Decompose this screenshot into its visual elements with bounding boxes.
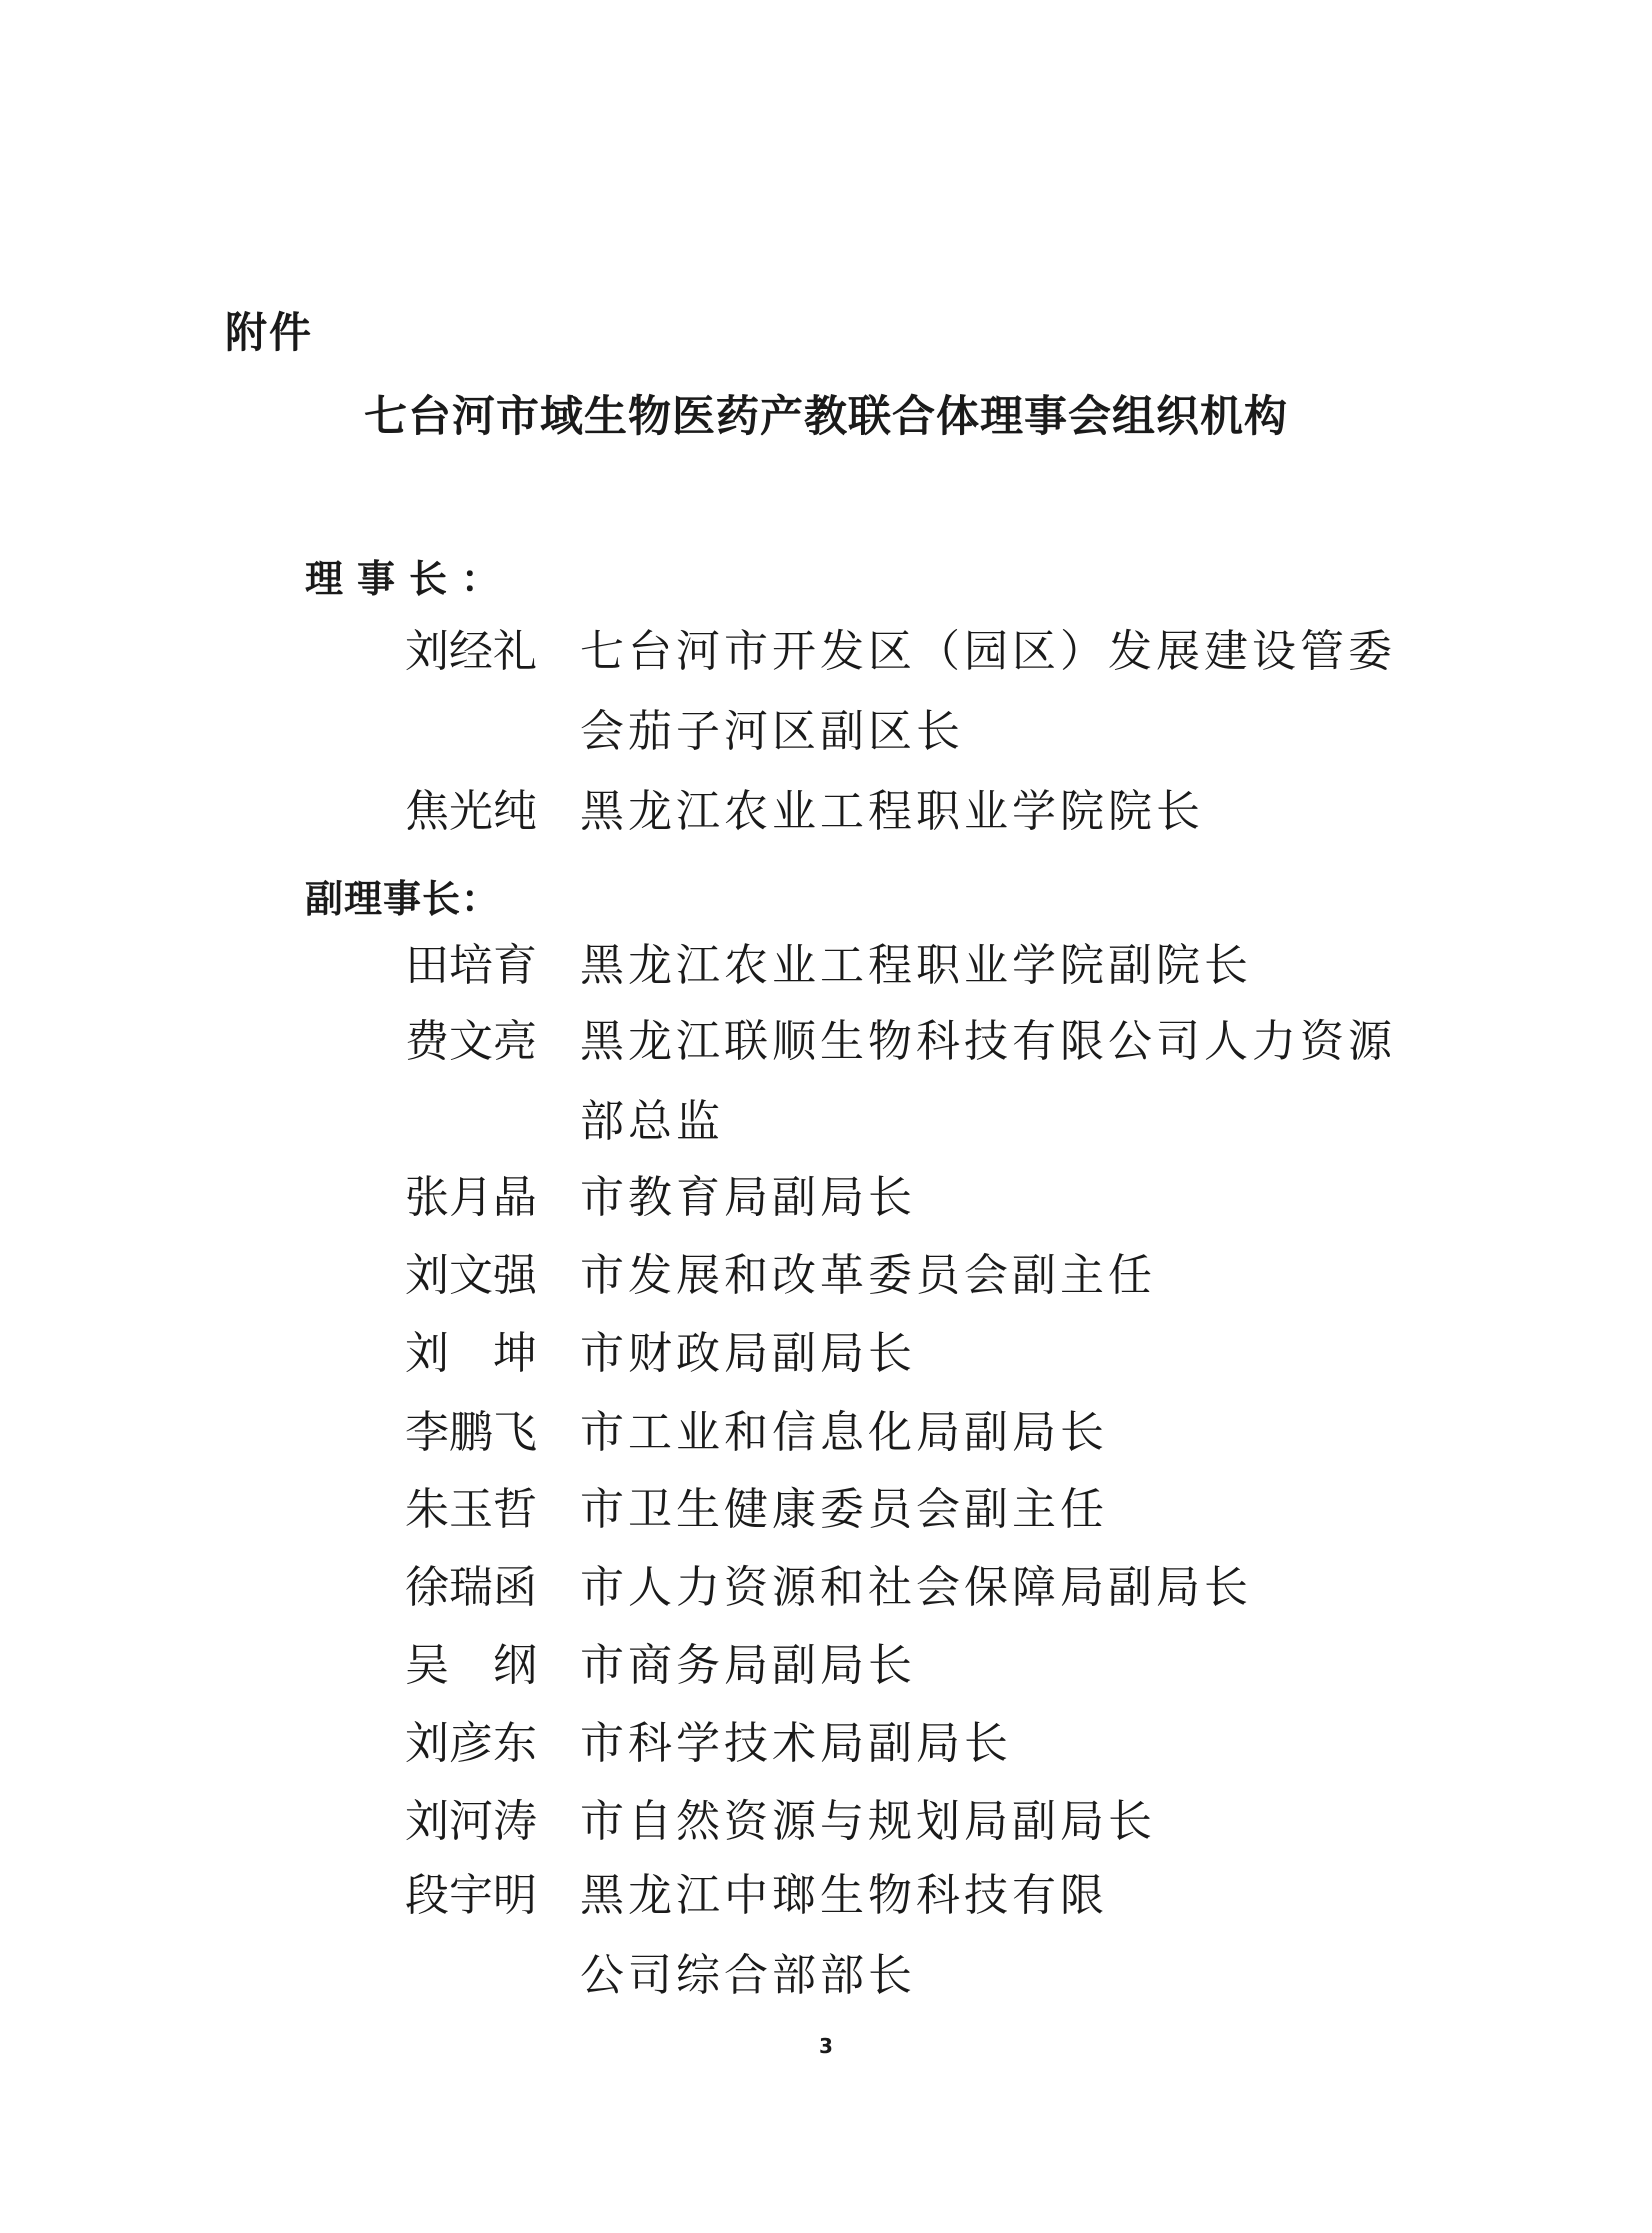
member-title: 市工业和信息化局副局长 [580, 1407, 1108, 1458]
member-name: 田培育 [405, 940, 537, 991]
member-title: 市发展和改革委员会副主任 [580, 1250, 1156, 1301]
member-title: 市科学技术局副局长 [580, 1718, 1012, 1769]
member-title: 黑龙江农业工程职业学院副院长 [580, 940, 1252, 991]
member-name: 徐瑞函 [405, 1562, 537, 1613]
document-title: 七台河市域生物医药产教联合体理事会组织机构 [364, 392, 1288, 442]
member-title: 市卫生健康委员会副主任 [580, 1484, 1108, 1535]
member-name: 吴纲 [405, 1640, 581, 1691]
page-number: 3 [819, 2034, 833, 2058]
member-name: 刘彦东 [405, 1718, 537, 1769]
member-name: 李鹏飞 [405, 1407, 537, 1458]
member-name: 费文亮 [405, 1016, 537, 1067]
member-name: 张月晶 [405, 1172, 537, 1223]
vice-chairman-heading: 副理事长： [305, 877, 501, 921]
member-title: 黑龙江农业工程职业学院院长 [580, 786, 1204, 837]
member-name: 刘文强 [405, 1250, 537, 1301]
member-title: 七台河市开发区（园区）发展建设管委会茄子河区副区长 [580, 626, 1396, 757]
member-name: 朱玉哲 [405, 1484, 537, 1535]
member-name: 段宇明 [405, 1870, 537, 1921]
member-name: 刘坤 [405, 1328, 581, 1379]
member-title: 市自然资源与规划局副局长 [580, 1796, 1156, 1847]
member-title: 市教育局副局长 [580, 1172, 916, 1223]
member-name: 刘经礼 [405, 626, 537, 677]
member-title: 黑龙江联顺生物科技有限公司人力资源部总监 [580, 1016, 1396, 1147]
chairman-heading: 理事长： [305, 557, 514, 601]
member-title: 黑龙江中瑯生物科技有限公司综合部部长 [580, 1870, 1108, 2001]
member-title: 市商务局副局长 [580, 1640, 916, 1691]
member-name: 刘河涛 [405, 1796, 537, 1847]
member-title: 市人力资源和社会保障局副局长 [580, 1562, 1252, 1613]
attachment-label: 附件 [225, 308, 314, 357]
member-title: 市财政局副局长 [580, 1328, 916, 1379]
member-name: 焦光纯 [405, 786, 537, 837]
